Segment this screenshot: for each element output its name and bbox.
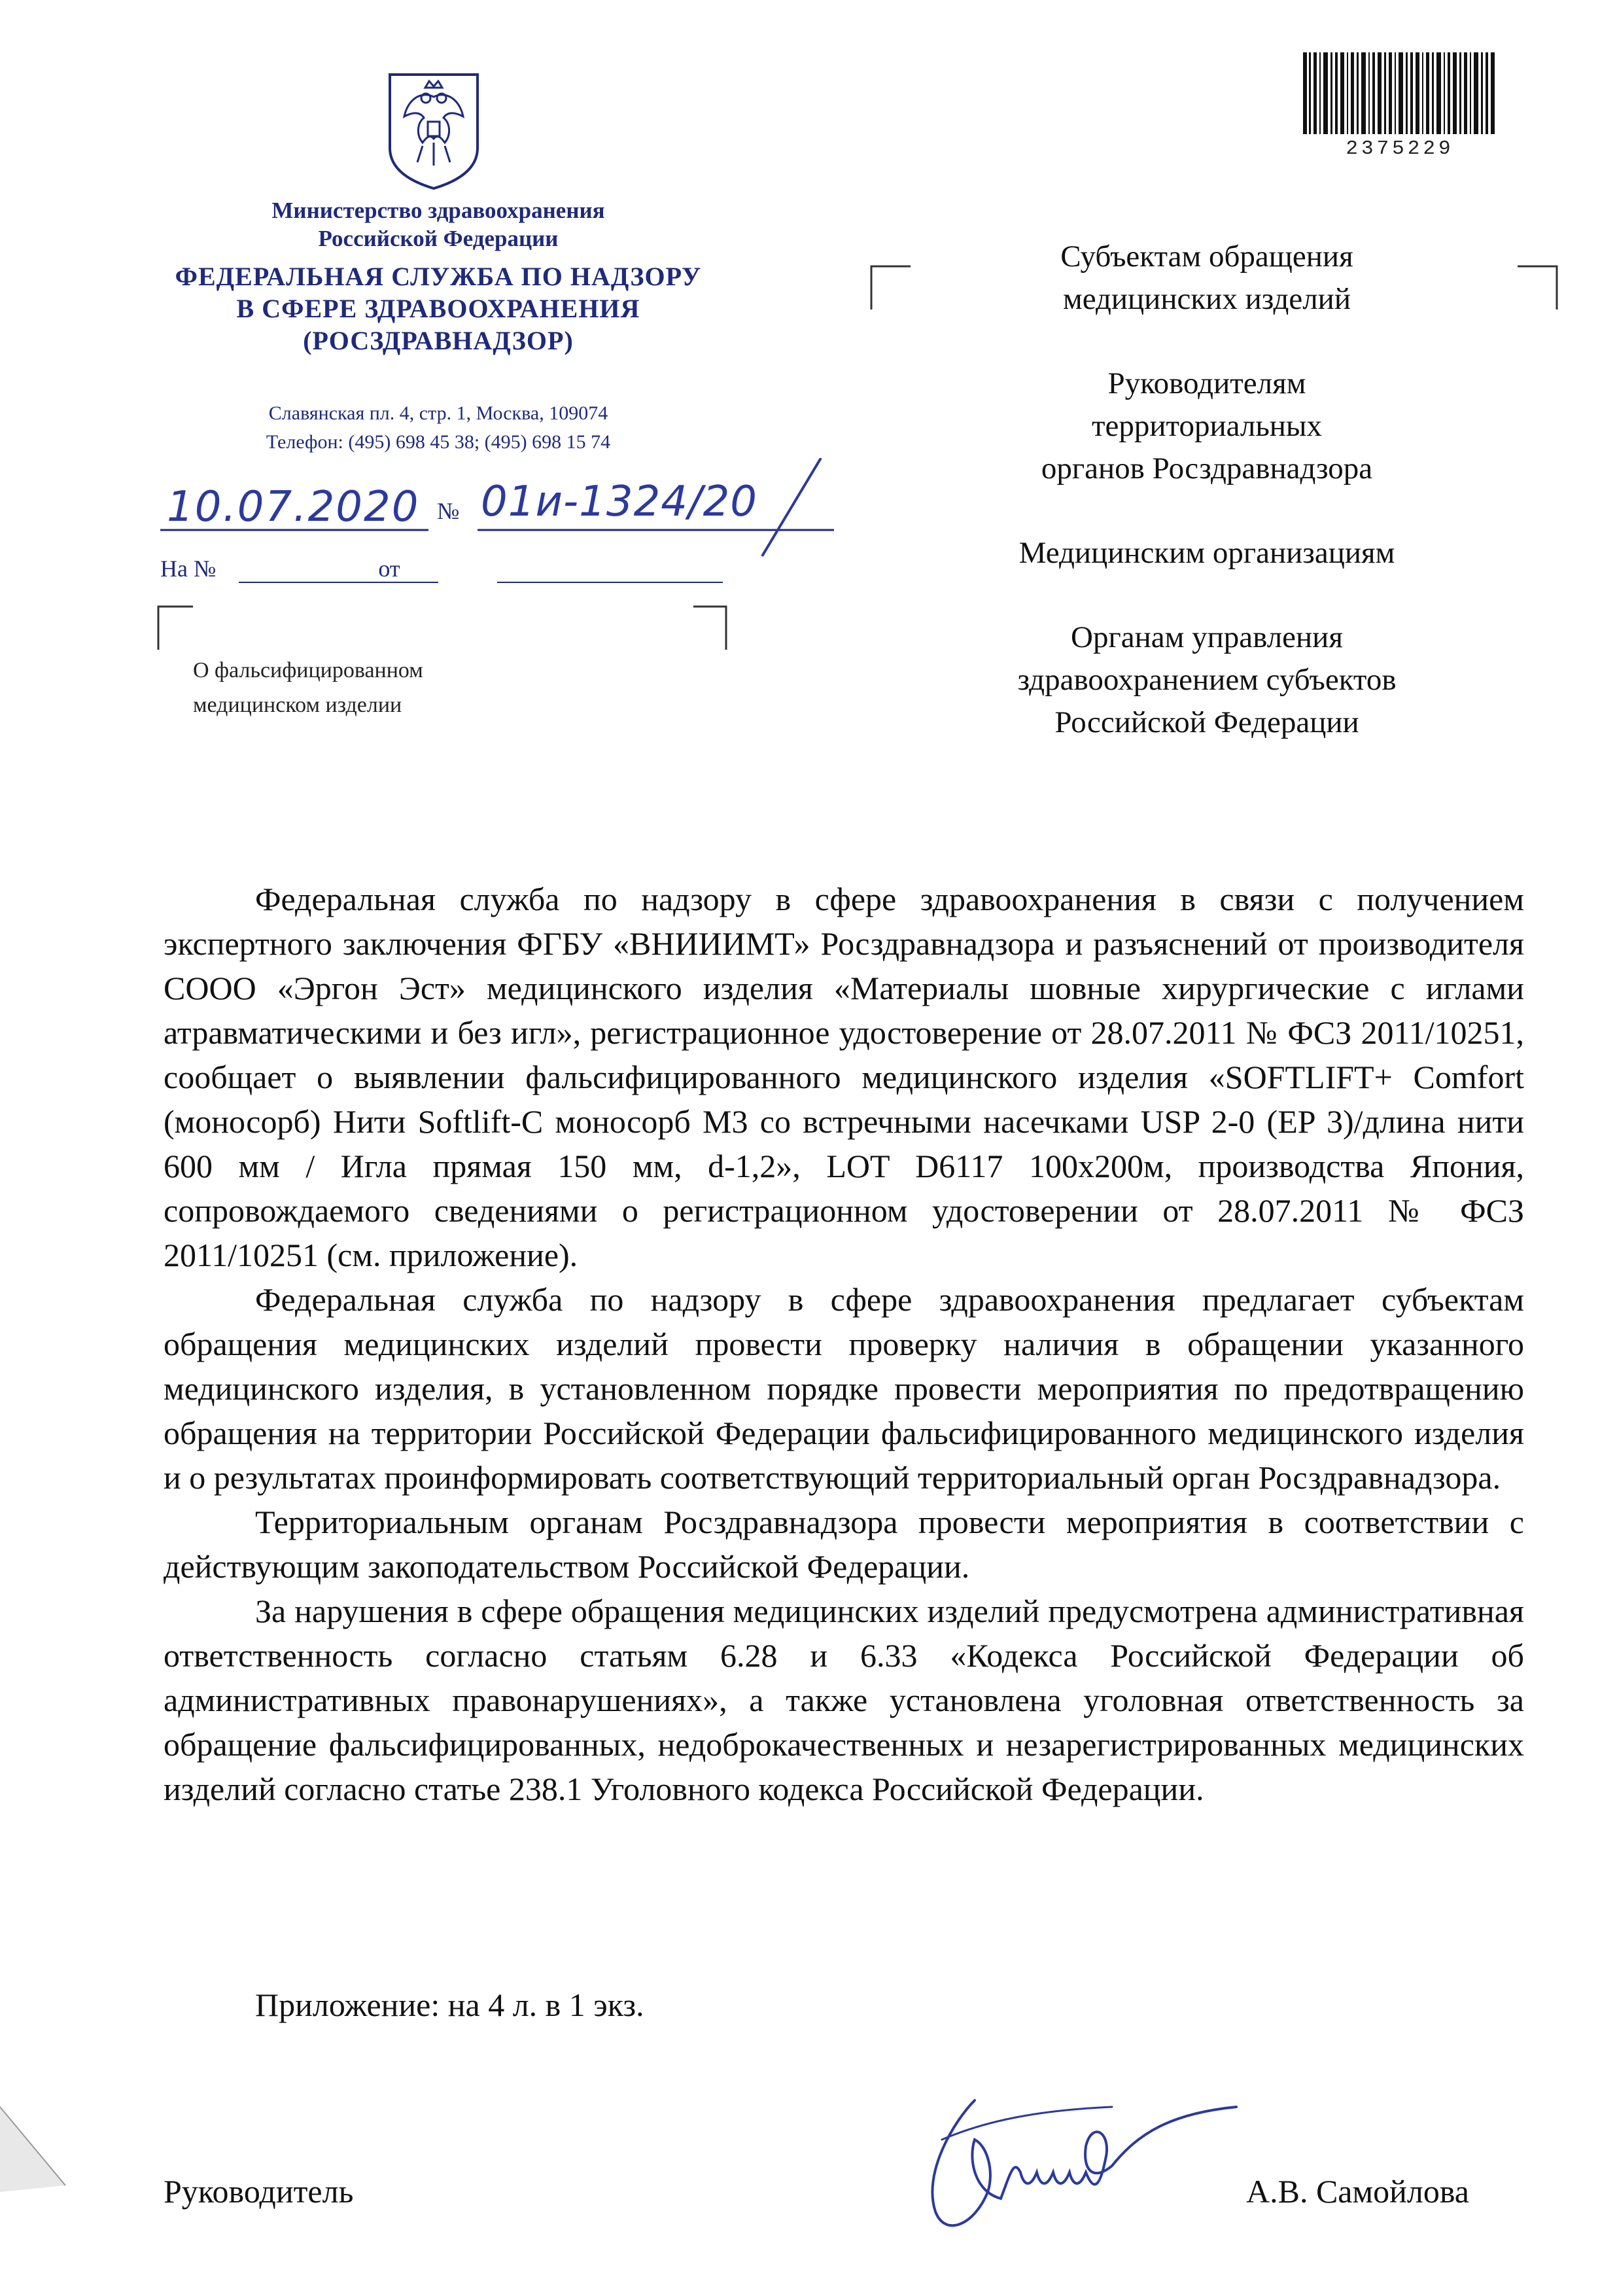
recipient-2-line-3: органов Росздравнадзора: [1041, 451, 1373, 486]
registration-date: 10.07.2020: [167, 483, 420, 531]
recipients-block: [962, 236, 1452, 786]
barcode: [1302, 52, 1498, 167]
subject-line-2: медицинском изделии: [193, 693, 402, 717]
recipient-2: [962, 362, 1452, 490]
barcode-number: 2375229: [1346, 137, 1454, 160]
body-paragraph-3: Территориальным органам Росздравнадзора провести мероприятия в соответствии с действующим закоподательством Российской Федерации.: [164, 1504, 1524, 1585]
address: Славянская пл. 4, стр. 1, Москва, 109074: [268, 402, 608, 424]
ministry-line-1: Министерство здравоохранения: [271, 198, 605, 223]
recipient-4-line-3: Российской Федерации: [1054, 705, 1359, 739]
service-line-2: В СФЕРЕ ЗДРАВООХРАНЕНИЯ: [236, 294, 640, 323]
recipient-3-line-1: Медицинским организациям: [1018, 536, 1395, 570]
ministry-name: [124, 196, 752, 253]
recipient-4-line-2: здравоохранением субъектов: [1017, 663, 1397, 697]
registration-number: 01и-1324/20: [481, 478, 757, 526]
barcode-bars: [1302, 52, 1498, 134]
body-paragraph-2: Федеральная служба по надзору в сфере здравоохранения предлагает субъектам обращения медицинских изделий провести проверку наличия в обращении указанного медицинского изделия, в установленном порядке провести мероприятия по предотвращению обращения на территории Российской Федерации фальсифицированного медицинского изделия и о результатах проинформировать соответствующий территориальный орган Росздравнадзора.: [164, 1281, 1524, 1496]
signatory-name: А.В. Самойлова: [1246, 2173, 1469, 2210]
service-line-1: ФЕДЕРАЛЬНАЯ СЛУЖБА ПО НАДЗОРУ: [175, 262, 702, 291]
from-label: от: [378, 556, 400, 582]
recipient-2-line-1: Руководителям: [1107, 366, 1306, 400]
attachment-note: Приложение: на 4 л. в 1 экз.: [255, 1987, 644, 2023]
ministry-line-2: Российской Федерации: [318, 226, 559, 251]
subject-line-1: О фальсифицированном: [193, 658, 423, 682]
reference-line: [160, 555, 571, 582]
number-sign: №: [437, 498, 460, 524]
recipient-3: [962, 532, 1452, 574]
recipient-4-line-1: Органам управления: [1071, 620, 1343, 654]
letter-body: [164, 877, 1524, 1811]
body-paragraph-1: Федеральная служба по надзору в сфере здравоохранения в связи с получением экспертного заключения ФГБУ «ВНИИИМТ» Росздравнадзора и разъяснений от производителя СООО «Эргон Эст» медицинского изделия «Материалы шовные хирургические с иглами атравматическими и без игл», регистрационное удостоверение от 28.07.2011 № ФСЗ 2011/10251, сообщает о выявлении фальсифицированного медицинского изделия «SOFTLIFT+ Comfort (моносорб) Нити Softlift-C моносорб М3 со встречными насечками USP 2-0 (EP 3)/длина нити 600 мм / Игла прямая 150 мм, d-1,2», LOT D6117 100х200м, производства Япония, сопровождаемого сведениями о регистрационном удостоверении от 28.07.2011 № ФСЗ 2011/10251 (см. приложение).: [164, 881, 1524, 1273]
recipient-4: [962, 616, 1452, 744]
recipient-1-line-2: медицинских изделий: [1062, 282, 1351, 316]
subject-block: [193, 653, 423, 722]
on-number-label: На №: [160, 556, 217, 582]
coat-of-arms-emblem: [385, 71, 483, 192]
signatory-role: Руководитель: [164, 2173, 354, 2210]
recipient-2-line-2: территориальных: [1091, 409, 1323, 443]
subject-brackets: [157, 605, 733, 651]
scan-fold-mark: [0, 2100, 78, 2192]
from-blank: [406, 556, 571, 582]
recipient-1: [962, 236, 1452, 321]
handwritten-signature: [896, 2061, 1262, 2244]
on-number-blank: [222, 556, 363, 582]
body-paragraph-4: За нарушения в сфере обращения медицинских изделий предусмотрена административная ответственность согласно статьям 6.28 и 6.33 «Кодекса Российской Федерации об административных правонарушениях», а также установлена уголовная ответственность за обращение фальсифицированных, недоброкачественных и незарегистрированных медицинских изделий согласно статье 238.1 Уголовного кодекса Российской Федерации.: [164, 1593, 1524, 1807]
service-name: [124, 260, 752, 357]
phone: Телефон: (495) 698 45 38; (495) 698 15 74: [266, 431, 611, 453]
service-line-3: (РОСЗДРАВНАДЗОР): [303, 326, 574, 355]
contact-block: [124, 399, 752, 457]
recipient-1-line-1: Субъектам обращения: [1060, 239, 1353, 274]
